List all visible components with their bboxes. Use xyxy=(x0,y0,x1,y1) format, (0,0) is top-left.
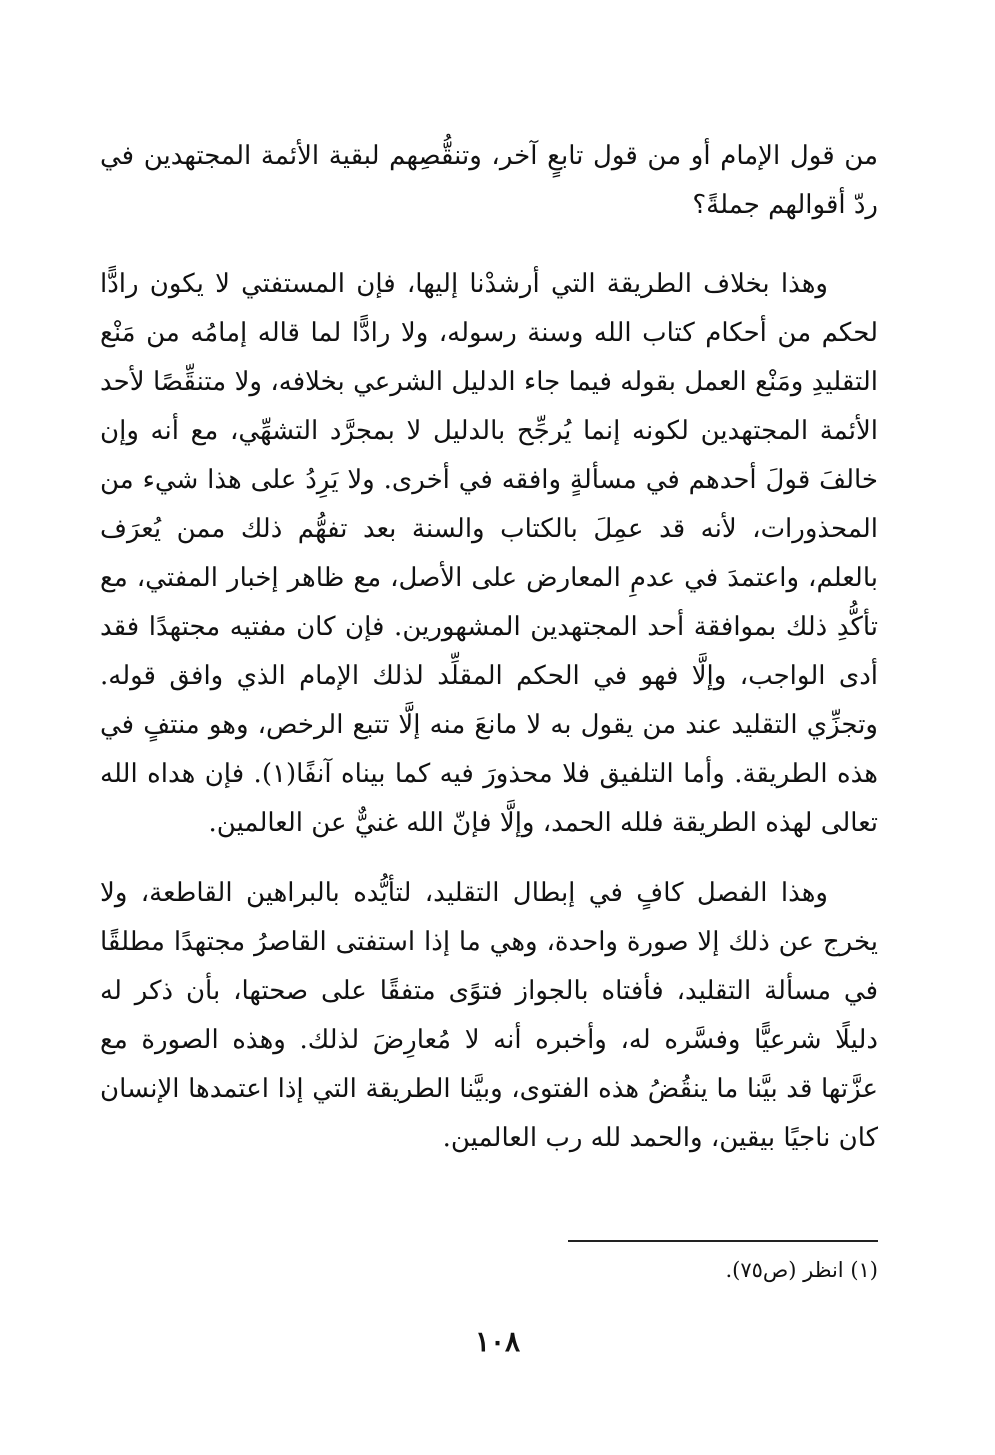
main-text xyxy=(100,132,878,1163)
page-number: ١٠٨ xyxy=(474,1325,521,1358)
paragraph-method: وهذا بخلاف الطريقة التي أرشدْنا إليها، فإن المستفتي لا يكون رادًّا لحكم من أحكام كتاب الله وسنة رسوله، ولا رادًّا لما قاله إمامُه من مَنْع التقليدِ ومَنْع العمل بقوله فيما جاء الدليل الشرعي بخلافه، ولا متنقِّصًا لأحد الأئمة المجتهدين لكونه إنما يُرجِّح بالدليل لا بمجرَّد التشهِّي، مع أنه وإن خالفَ قولَ أحدهم في مسألةٍ وافقه في أخرى. ولا يَرِدُ على هذا شيء من المحذورات، لأنه قد عمِلَ بالكتاب والسنة بعد تفهُّم ذلك ممن يُعرَف بالعلم، واعتمدَ في عدمِ المعارض على الأصل، مع ظاهر إخبار المفتي، مع تأكُّدِ ذلك بموافقة أحد المجتهدين المشهورين. فإن كان مفتيه مجتهدًا فقد أدى الواجب، وإلَّا فهو في الحكم المقلِّد لذلك الإمام الذي وافق قوله. وتجزِّي التقليد عند من يقول به لا مانعَ منه إلَّا تتبع الرخص، وهو منتفٍ في هذه الطريقة. وأما التلفيق فلا محذورَ فيه كما بيناه آنفًا(١). فإن هداه الله تعالى لهذه الطريقة فلله الحمد، وإلَّا فإنّ الله غنيٌّ عن العالمين. xyxy=(100,269,878,838)
footnote-divider xyxy=(568,1240,878,1242)
paragraph-continuation: من قول الإمام أو من قول تابعٍ آخر، وتنقُّصِهم لبقية الأئمة المجتهدين في ردّ أقوالهم جملةً؟ xyxy=(100,141,878,220)
footnote: (١) انظر (ص٧٥). xyxy=(725,1258,878,1282)
paragraph-conclusion: وهذا الفصل كافٍ في إبطال التقليد، لتأيُّده بالبراهين القاطعة، ولا يخرج عن ذلك إلا صورة واحدة، وهي ما إذا استفتى القاصرُ مجتهدًا مطلقًا في مسألة التقليد، فأفتاه بالجواز فتوًى متفقًا على صحتها، بأن ذكر له دليلًا شرعيًّا وفسَّره له، وأخبره أنه لا مُعارِضَ لذلك. وهذه الصورة مع عزَّتها قد بيَّنا ما ينقُضُ هذه الفتوى، وبيَّنا الطريقة التي إذا اعتمدها الإنسان كان ناجيًا بيقين، والحمد لله رب العالمين. xyxy=(100,878,878,1153)
